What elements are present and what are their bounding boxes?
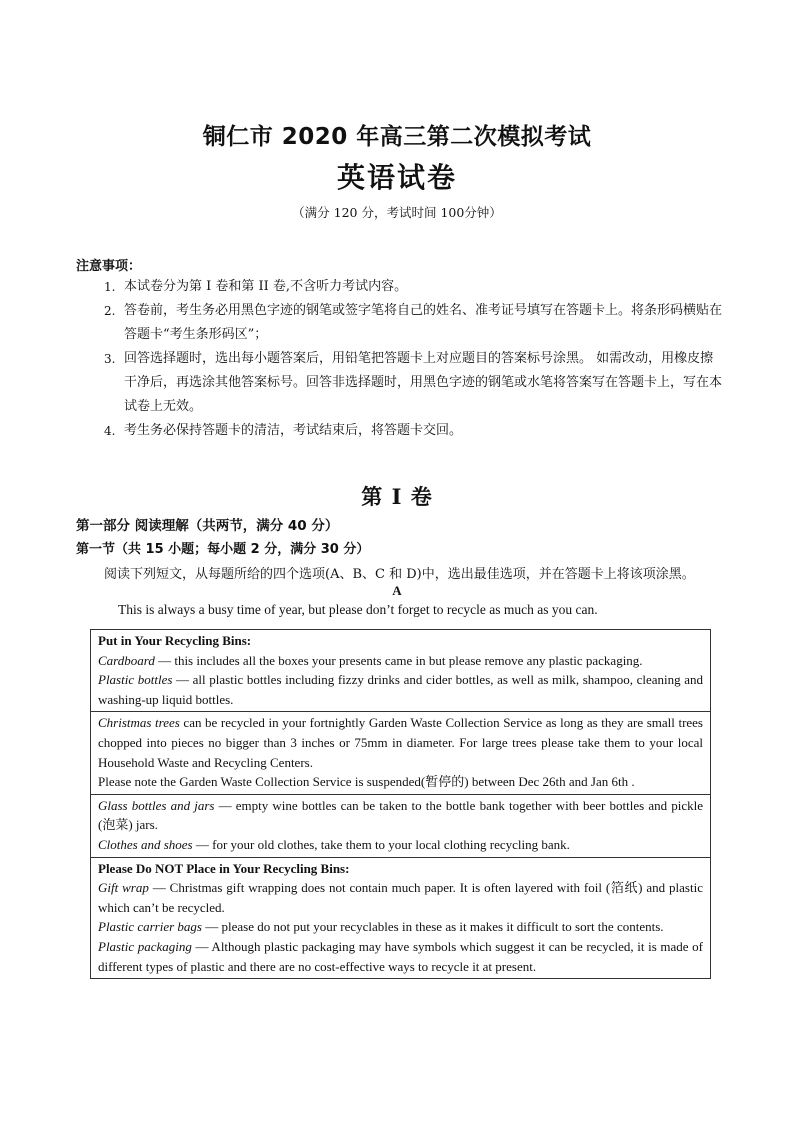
part-title: 第一部分 阅读理解（共两节，满分 40 分） [76, 518, 339, 534]
notice-item-text: 考生务必保持答题卡的清洁，考试结束后，将答题卡交回。 [124, 423, 463, 438]
notice-item [104, 419, 724, 443]
entry-term: Gift wrap [98, 880, 149, 896]
passage-letter: A [392, 583, 402, 598]
notice-item [104, 275, 724, 299]
recycling-info-box [90, 629, 711, 979]
subject-title: 英语试卷 [336, 161, 457, 194]
entry-text: — empty wine bottles can be taken to the bottle bank together with beer bottles and pickle (泡菜) jars. [98, 797, 704, 833]
notice-item-text: 答卷前，考生务必用黑色字迹的钢笔或签字笔将自己的姓名、准考证号填写在答题卡上。将条形码横贴在答题卡“考生条形码区”； [124, 303, 723, 342]
notice-item [104, 299, 724, 347]
entry-text: — this includes all the boxes your presents came in but please remove any plastic packaging. [154, 652, 643, 668]
row-heading: Put in Your Recycling Bins: [98, 633, 252, 648]
recycling-row [91, 630, 710, 711]
passage-intro: This is always a busy time of year, but please don’t forget to recycle as much as you can. [118, 602, 598, 617]
notice-item-number: 1. [104, 280, 116, 294]
entry-text: Please note the Garden Waste Collection Service is suspended(暂停的) between Dec 26th and Jan 6th . [98, 774, 635, 790]
recycling-entry [98, 651, 703, 671]
entry-text: — Although plastic packaging may have symbols which suggest it can be recycled, it is made of different types of plastic and there are no cost-effective ways to recycle it at present. [98, 938, 703, 974]
notice-item-text: 本试卷分为第 I 卷和第 II 卷,不含听力考试内容。 [124, 279, 408, 294]
entry-term: Plastic carrier bags [98, 919, 202, 935]
recycling-row [91, 711, 710, 793]
exam-title: 铜仁市 2020 年高三第二次模拟考试 [202, 124, 592, 150]
recycling-entry [98, 796, 703, 835]
entry-term: Glass bottles and jars [98, 797, 215, 813]
recycling-row [91, 857, 710, 979]
recycling-entry [98, 835, 703, 855]
entry-text: — all plastic bottles including fizzy drinks and cider bottles, as well as milk, shampoo, cleaning and washing-up liquid bottles. [98, 672, 703, 707]
notice-item [104, 347, 724, 419]
recycling-entry [98, 878, 703, 917]
notice-item-number: 4. [104, 424, 116, 438]
entry-text: — for your old clothes, take them to your local clothing recycling bank. [192, 836, 570, 852]
notice-item-text: 回答选择题时，选出每小题答案后，用铅笔把答题卡上对应题目的答案标号涂黑。 如需改动，用橡皮擦干净后，再选涂其他答案标号。回答非选择题时，用黑色字迹的钢笔或水笔将答案写在答题卡上，写在本试卷上无效。 [124, 351, 723, 414]
recycling-entry [98, 713, 703, 772]
recycling-entry [98, 772, 703, 792]
notice-list [104, 275, 724, 443]
entry-text: can be recycled in your fortnightly Garden Waste Collection Service as long as they are small trees chopped into pieces no bigger than 3 inches or 75mm in diameter. For large trees please take them to your local Household Waste and Recycling Centers. [98, 715, 703, 770]
recycling-entry [98, 937, 703, 976]
exam-info: （满分 120 分，考试时间 100分钟） [292, 205, 502, 220]
notice-item-number: 3. [104, 352, 116, 366]
section-title: 第一节（共 15 小题；每小题 2 分，满分 30 分） [76, 542, 370, 557]
entry-text: — Christmas gift wrapping does not contain much paper. It is often layered with foil (箔纸) and plastic which can’t be recycled. [98, 880, 703, 915]
recycling-entry [98, 917, 703, 937]
volume-title: 第 I 卷 [361, 484, 433, 509]
instruction-text: 阅读下列短文，从每题所给的四个选项(A、B、C 和 D)中，选出最佳选项，并在答题卡上将该项涂黑。 [104, 567, 695, 582]
notice-item-number: 2. [104, 304, 116, 318]
entry-term: Cardboard [98, 652, 155, 668]
entry-term: Clothes and shoes [98, 836, 193, 852]
entry-term: Plastic bottles [98, 672, 173, 688]
notice-heading: 注意事项： [76, 259, 142, 274]
entry-term: Plastic packaging [98, 938, 192, 954]
recycling-entry [98, 670, 703, 709]
entry-term: Christmas trees [98, 715, 180, 731]
row-heading: Please Do NOT Place in Your Recycling Bins: [98, 860, 350, 876]
entry-text: — please do not put your recyclables in these as it makes it difficult to sort the contents. [202, 919, 664, 935]
recycling-row [91, 794, 710, 857]
